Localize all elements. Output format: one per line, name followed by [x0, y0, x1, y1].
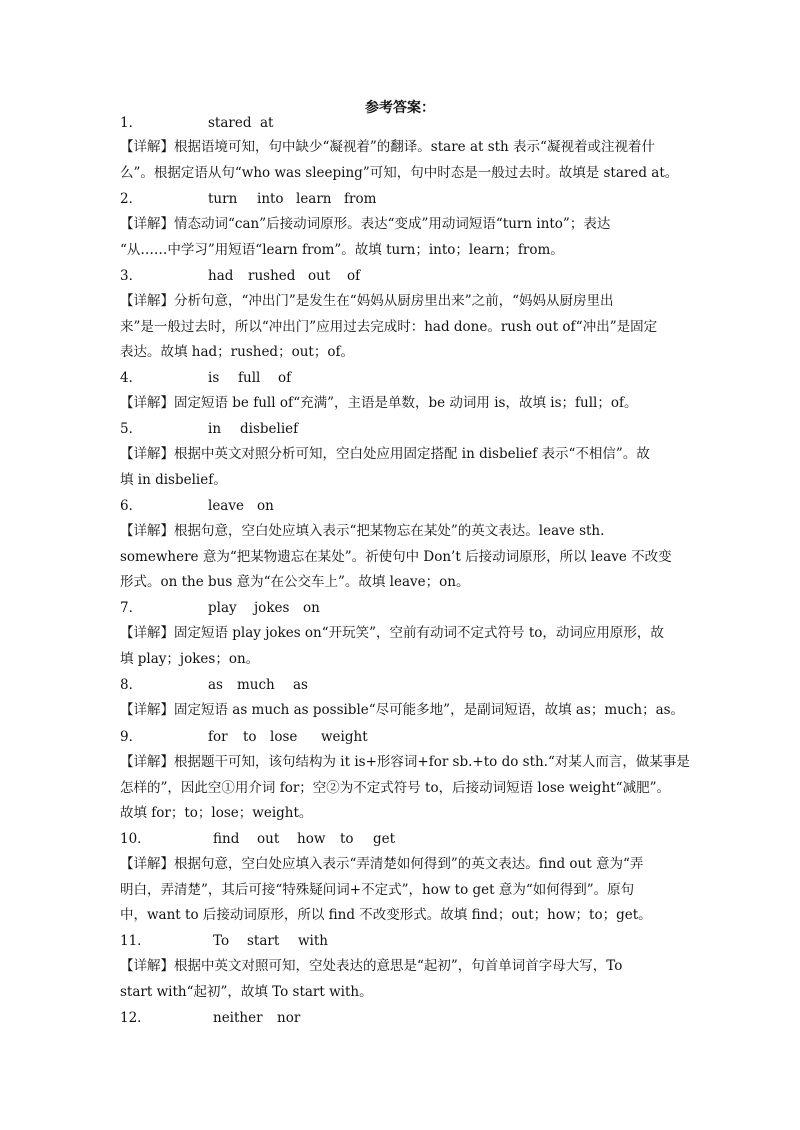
answer-word: of	[347, 268, 361, 284]
explanation-line: 【详解】根据句意，空白处应填入表示“弄清楚如何得到”的英文表达。find out 意为“弄	[120, 856, 644, 872]
answer-word: lose	[270, 729, 298, 745]
answer-word: nor	[277, 1010, 301, 1026]
explanation-line: 【详解】情态动词“can”后接动词原形。表达“变成”用动词短语“turn into”；表达	[120, 216, 611, 232]
question-number: 3．	[120, 268, 143, 284]
explanation-line: 明白，弄清楚”，其后可接“特殊疑问词+不定式”，how to get 意为“如何得到”。原句	[120, 881, 635, 898]
answer-word: get	[373, 831, 396, 847]
answer-word: as	[208, 677, 223, 693]
answer-word: to	[340, 831, 354, 847]
explanation-line: 【详解】分析句意，“冲出门”是发生在“妈妈从厨房里出来”之前，“妈妈从厨房里出	[120, 293, 614, 309]
answer-word: rushed	[248, 268, 296, 284]
question-number: 12．	[120, 1010, 151, 1026]
explanation-line: 中，want to 后接动词原形，所以 find 不改变形式。故填 find；out；how；to；get。	[120, 907, 652, 923]
explanation	[120, 212, 690, 263]
question-number: 8．	[120, 677, 143, 693]
answer-word: jokes	[254, 600, 290, 616]
explanation	[120, 289, 690, 366]
answer-word: leave	[208, 498, 244, 514]
answer-word: full	[238, 370, 261, 386]
explanation	[120, 852, 690, 929]
explanation-line: “从……中学习”用短语“learn from”。故填 turn；into；learn；from。	[120, 241, 564, 258]
question-number: 4．	[120, 370, 143, 386]
answer-word: To	[213, 933, 230, 949]
explanation-line: 【详解】固定短语 play jokes on“开玩笑”，空前有动词不定式符号 to，动词应用原形，故	[120, 625, 664, 641]
answer-word: neither	[213, 1010, 263, 1026]
explanation	[120, 135, 690, 186]
answer-word: at	[260, 115, 274, 131]
explanation-line: 故填 for；to；lose；weight。	[120, 805, 313, 821]
explanation	[120, 442, 690, 493]
explanation-line: 么”。根据定语从句“who was sleeping”可知，句中时态是一般过去时。故填是 stared at。	[120, 164, 679, 181]
explanation-line: somewhere 意为“把某物遗忘在某处”。祈使句中 Don’t 后接动词原形，所以 leave 不改变	[120, 548, 672, 565]
answer-word: on	[257, 498, 274, 514]
answer-word: to	[243, 729, 257, 745]
answer-word: start	[247, 933, 280, 949]
explanation-line: 【详解】固定短语 as much as possible“尽可能多地”，是副词短语，故填 as；much；as。	[120, 702, 685, 718]
explanation-line: 怎样的”，因此空①用介词 for；空②为不定式符号 to，后接动词短语 lose weight“减肥”。	[120, 779, 670, 796]
answer-word: turn	[208, 191, 238, 207]
explanation	[120, 391, 690, 417]
answer-word: had	[208, 268, 234, 284]
explanation	[120, 750, 690, 827]
explanation-line: 【详解】根据题干可知，该句结构为 it is+形容词+for sb.+to do sth.“对某人而言，做某事是	[120, 754, 690, 770]
question-number: 9．	[120, 729, 143, 745]
answer-word: into	[257, 191, 284, 207]
explanation-line: 【详解】根据句意，空白处应填入表示“把某物忘在某处”的英文表达。leave sth.	[120, 523, 605, 539]
question-number: 10．	[120, 831, 151, 847]
answer-word: disbelief	[240, 421, 299, 437]
explanation-line: 来”是一般过去时，所以“冲出门”应用过去完成时：had done。rush out of“冲出”是固定	[120, 318, 658, 335]
question-number: 2．	[120, 191, 143, 207]
question-number: 7．	[120, 600, 143, 616]
question-number: 6．	[120, 498, 143, 514]
answer-word: learn	[296, 191, 332, 207]
answer-word: much	[237, 677, 275, 693]
question-number: 1．	[120, 115, 143, 131]
answer-word: how	[297, 831, 326, 847]
answer-word: out	[308, 268, 331, 284]
explanation-line: 表达。故填 had；rushed；out；of。	[120, 344, 354, 360]
answer-word: of	[278, 370, 292, 386]
page-title: 参考答案：	[365, 100, 435, 116]
explanation-line: 【详解】根据语境可知，句中缺少“凝视着”的翻译。stare at sth 表示“凝视着或注视着什	[120, 139, 655, 155]
explanation-line: 【详解】根据中英文对照分析可知，空白处应用固定搭配 in disbelief 表示“不相信”。故	[120, 446, 650, 462]
answer-word: in	[208, 421, 222, 437]
answer-word: out	[257, 831, 280, 847]
explanation-line: 填 in disbelief。	[120, 471, 227, 488]
answer-word: weight	[321, 729, 368, 745]
explanation-line: start with“起初”，故填 To start with。	[120, 983, 373, 1000]
explanation-line: 【详解】固定短语 be full of“充满”，主语是单数，be 动词用 is，故填 is；full；of。	[120, 395, 638, 411]
explanation	[120, 621, 690, 672]
question-number: 5．	[120, 421, 143, 437]
answer-word: on	[303, 600, 320, 616]
answer-word: for	[208, 729, 228, 745]
explanation-line: 【详解】根据中英文对照可知，空处表达的意思是“起初”，句首单词首字母大写，To	[120, 958, 623, 974]
answer-word: find	[213, 831, 240, 847]
answer-word: is	[208, 370, 220, 386]
answer-word: play	[208, 600, 237, 616]
explanation-line: 形式。on the bus 意为“在公交车上”。故填 leave；on。	[120, 574, 470, 590]
explanation-line: 填 play；jokes；on。	[120, 650, 260, 667]
explanation	[120, 519, 690, 596]
answer-word: with	[298, 933, 328, 949]
answer-word: from	[344, 191, 377, 207]
answer-word: as	[293, 677, 308, 693]
question-number: 11．	[120, 933, 151, 949]
explanation	[120, 954, 690, 1005]
explanation	[120, 698, 690, 724]
answer-word: stared	[208, 115, 252, 131]
